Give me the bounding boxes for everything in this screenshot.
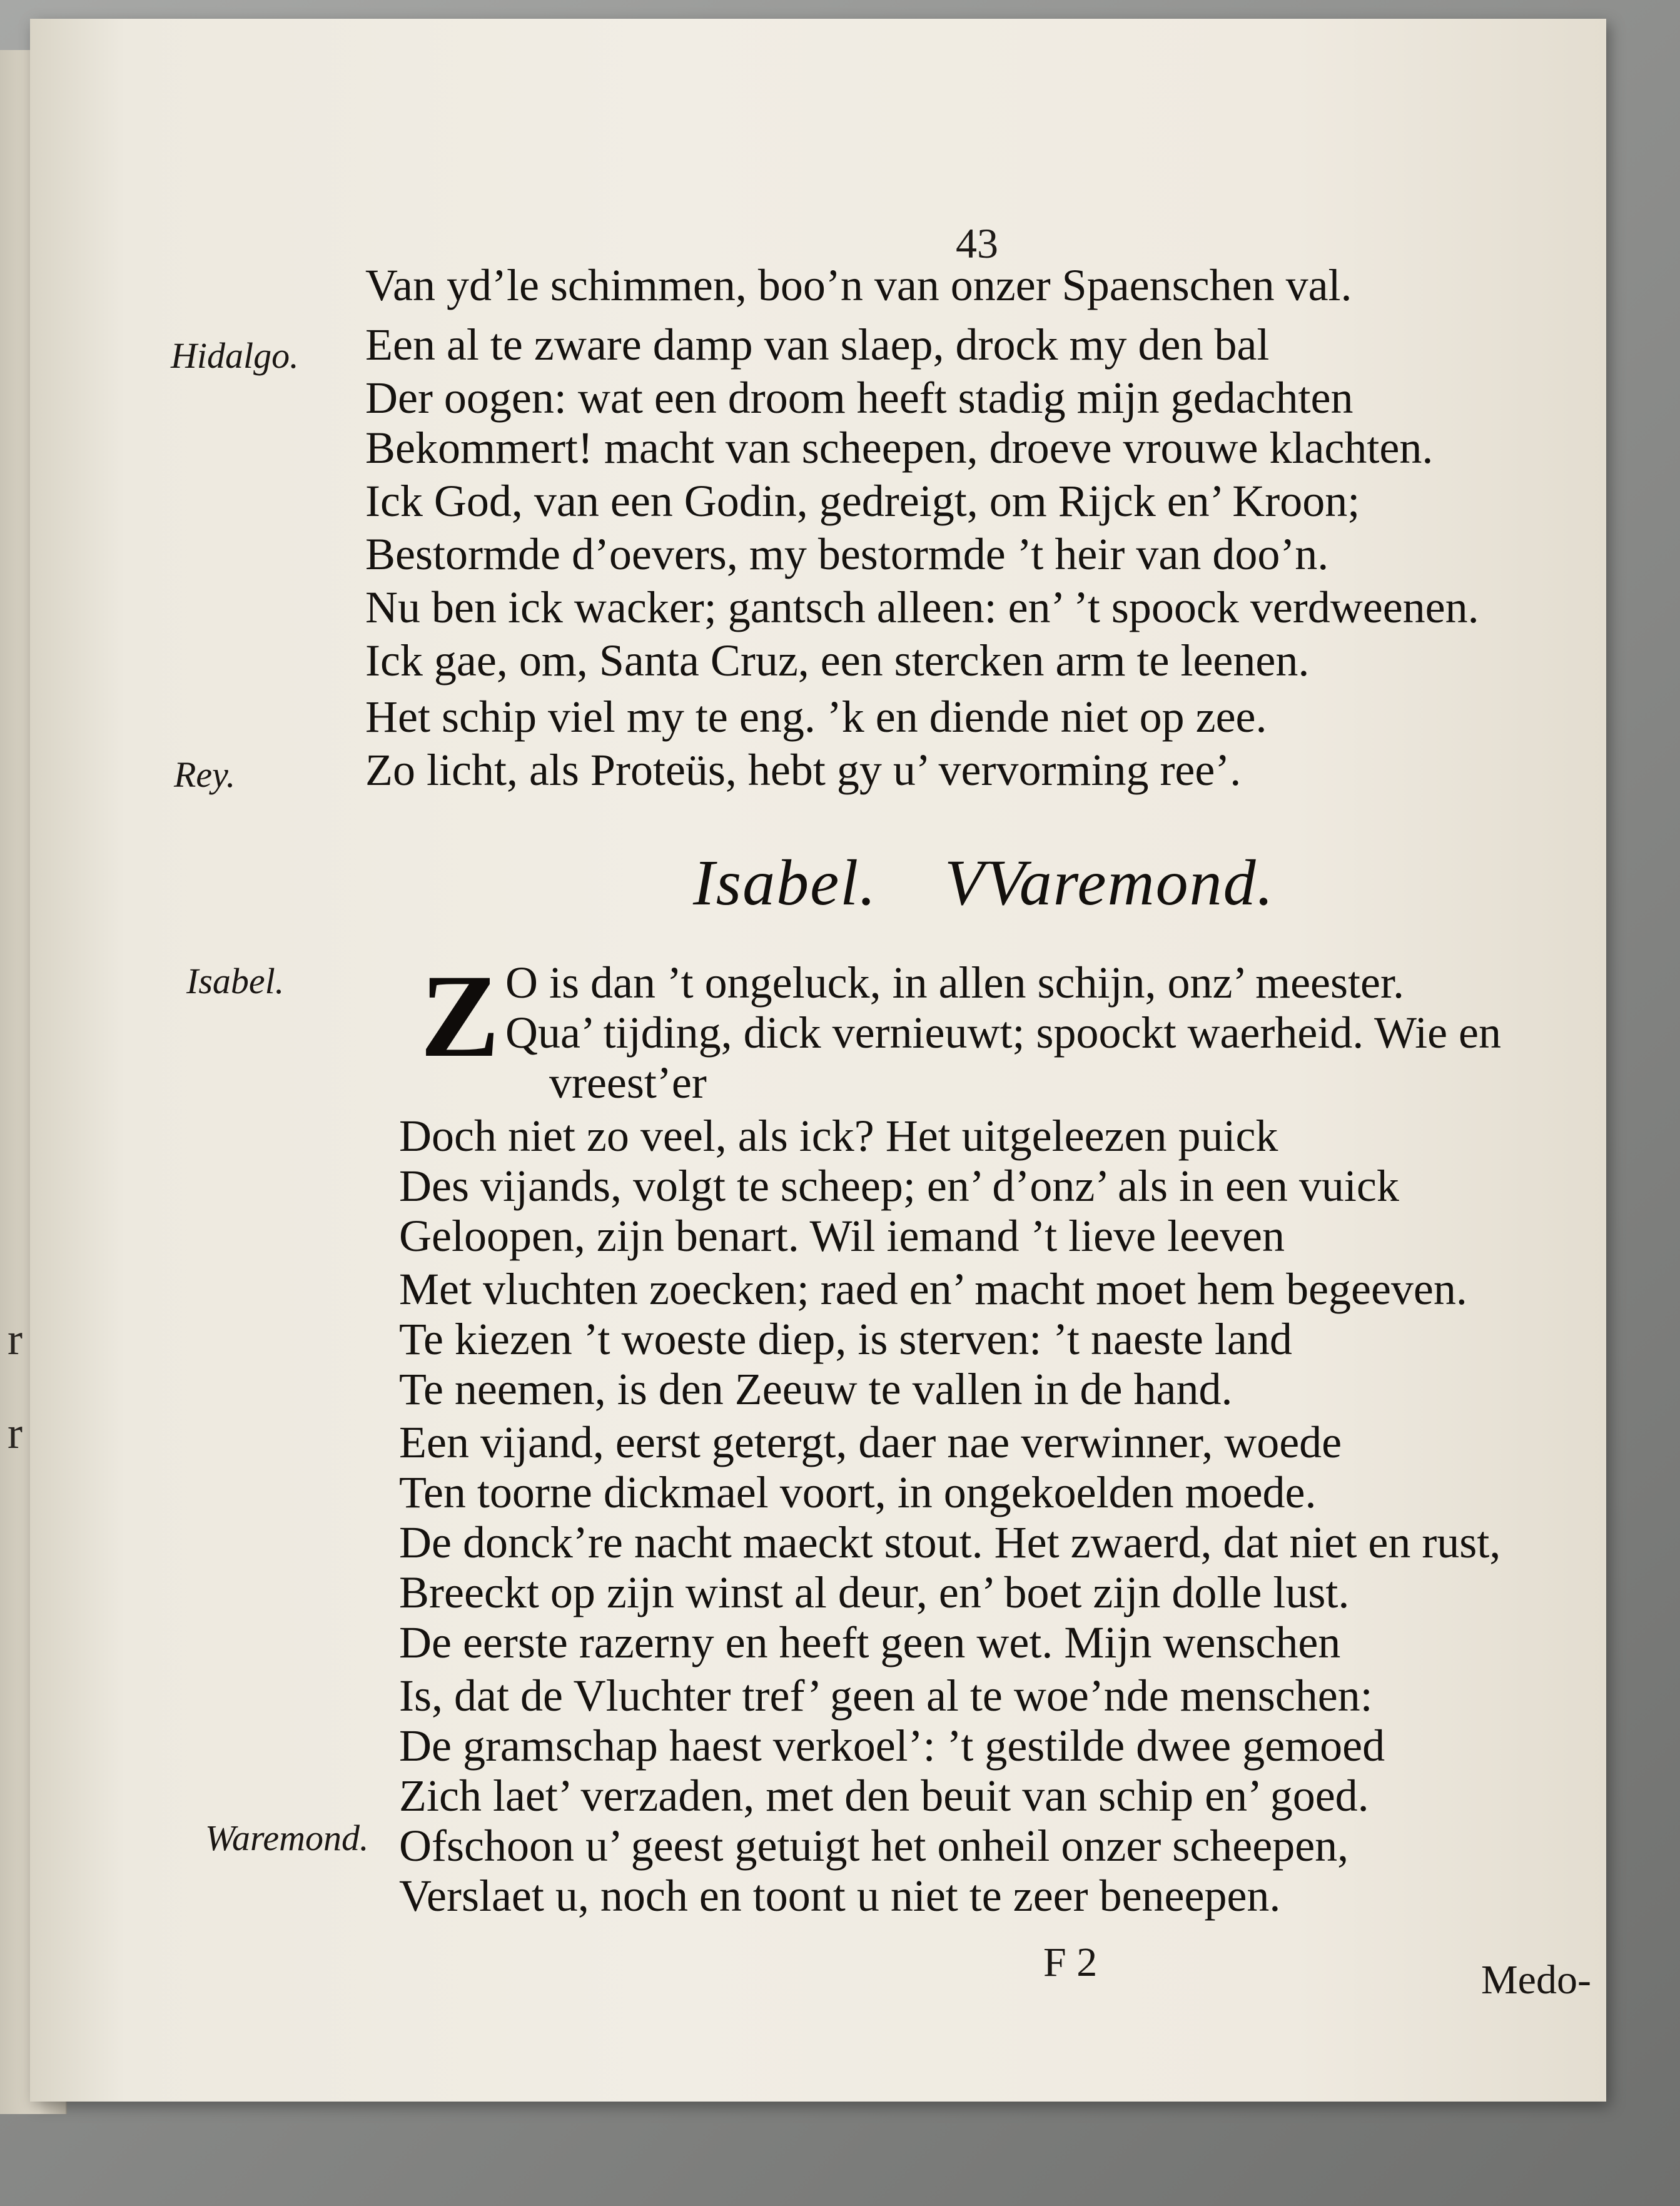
facing-page-fragment: r [8, 1314, 23, 1364]
speaker-rey: Rey. [174, 754, 236, 795]
verse-line: De eerste razerny en heeft geen wet. Mijn wenschen [399, 1617, 1341, 1667]
verse-line: Ick gae, om, Santa Cruz, een stercken arm te leenen. [365, 635, 1310, 686]
drop-cap: Z [420, 951, 500, 1082]
verse-line-turnover: vreest’er [549, 1058, 707, 1108]
verse-line: Een vijand, eerst getergt, daer nae verwinner, woede [399, 1417, 1342, 1467]
verse-line: Een al te zware damp van slaep, drock my den bal [365, 320, 1270, 370]
verse-line: Geloopen, zijn benart. Wil iemand ’t lieve leeven [399, 1211, 1285, 1261]
verse-line: Der oogen: wat een droom heeft stadig mijn gedachten [365, 373, 1354, 423]
verse-line: Nu ben ick wacker; gantsch alleen: en’ ’t spoock verdweenen. [365, 582, 1479, 632]
verse-line: Met vluchten zoecken; raed en’ macht moet hem begeeven. [399, 1264, 1467, 1314]
verse-line: Zo licht, als Proteüs, hebt gy u’ vervorming ree’. [365, 745, 1242, 795]
speaker-waremond: Waremond. [205, 1818, 369, 1858]
speaker-hidalgo: Hidalgo. [171, 335, 299, 376]
speaker-isabel: Isabel. [186, 961, 285, 1001]
verse-line: Bekommert! macht van scheepen, droeve vrouwe klachten. [365, 423, 1434, 473]
verse-line: De donck’re nacht maeckt stout. Het zwaerd, dat niet en rust, [399, 1517, 1501, 1567]
verse-line: Ick God, van een Godin, gedreigt, om Rijck en’ Kroon; [365, 476, 1360, 526]
verse-line: Het schip viel my te eng. ’k en diende niet op zee. [365, 692, 1267, 742]
verse-line: Doch niet zo veel, als ick? Het uitgeleezen puick [399, 1111, 1278, 1161]
verse-line: Des vijands, volgt te scheep; en’ d’onz’ als in een vuick [399, 1161, 1399, 1211]
catchword: Medo- [1481, 1957, 1591, 2003]
signature-mark: F 2 [1043, 1940, 1098, 1985]
scene-heading [693, 847, 1275, 919]
verse-line: Qua’ tijding, dick vernieuwt; spoockt waerheid. Wie en [505, 1008, 1501, 1058]
page-number: 43 [956, 220, 998, 267]
verse-line: Is, dat de Vluchter tref’ geen al te woe’nde menschen: [399, 1671, 1373, 1721]
scene-heading-waremond: VVaremond. [944, 847, 1275, 919]
verse-line: Te kiezen ’t woeste diep, is sterven: ’t naeste land [399, 1314, 1292, 1364]
verse-line: Van yd’le schimmen, boo’n van onzer Spaenschen val. [365, 260, 1352, 310]
verse-line: Verslaet u, noch en toont u niet te zeer beneepen. [399, 1871, 1281, 1921]
verse-line: Ten toorne dickmael voort, in ongekoelden moede. [399, 1467, 1317, 1517]
verse-line: O is dan ’t ongeluck, in allen schijn, onz’ meester. [505, 958, 1404, 1008]
verse-line: Zich laet’ verzaden, met den beuit van schip en’ goed. [399, 1771, 1369, 1821]
facing-page-fragment: r [8, 1408, 23, 1458]
verse-line: Breeckt op zijn winst al deur, en’ boet zijn dolle lust. [399, 1567, 1350, 1617]
verse-line: Bestormde d’oevers, my bestormde ’t heir van doo’n. [365, 529, 1329, 579]
verse-line: De gramschap haest verkoel’: ’t gestilde dwee gemoed [399, 1721, 1385, 1771]
verse-line: Ofschoon u’ geest getuigt het onheil onzer scheepen, [399, 1821, 1349, 1871]
verse-line: Te neemen, is den Zeeuw te vallen in de hand. [399, 1364, 1233, 1414]
scene-heading-isabel: Isabel. [693, 847, 878, 919]
book-page [30, 19, 1606, 2102]
